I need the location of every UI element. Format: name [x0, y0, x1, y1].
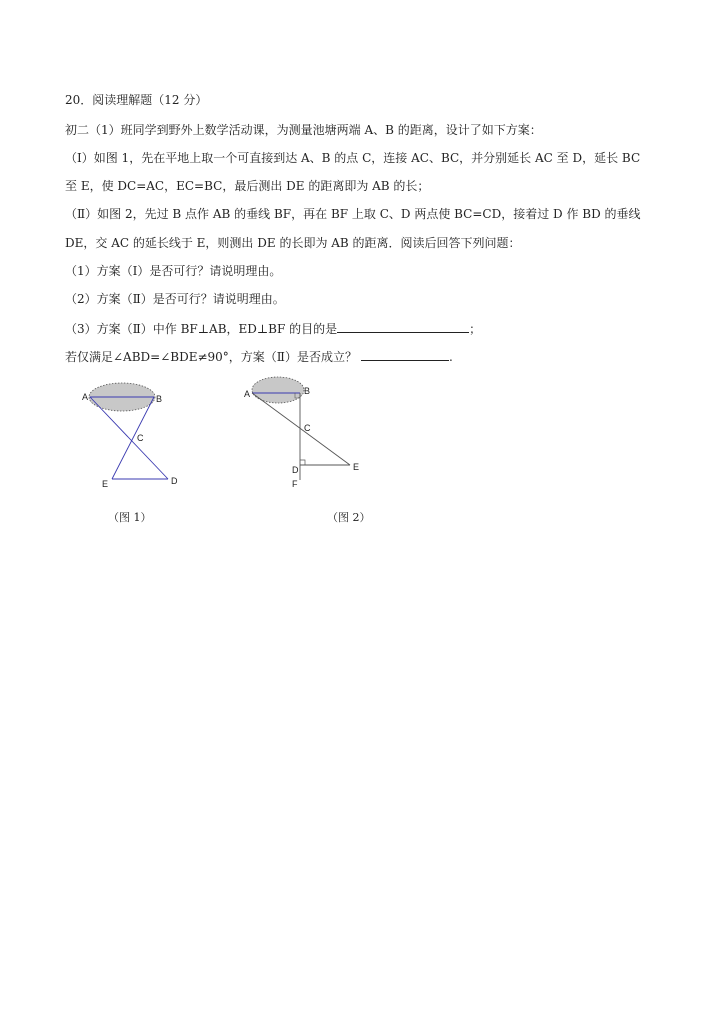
label-a: A: [82, 392, 89, 402]
question-3-end: ；: [469, 322, 482, 336]
label-d: D: [171, 476, 178, 486]
label-e: E: [353, 462, 360, 472]
question-2: （2）方案（Ⅱ）是否可行？请说明理由。: [65, 292, 285, 306]
plan2-line1: （Ⅱ）如图 2，先过 B 点作 AB 的垂线 BF，再在 BF 上取 C、D 两点使 BC=CD，接着过 D 作 BD 的垂线: [65, 207, 641, 221]
label-e: E: [102, 479, 109, 489]
problem-intro: 初二（1）班同学到野外上数学活动课，为测量池塘两端 A、B 的距离，设计了如下方案：: [65, 123, 542, 137]
figure-1: [80, 375, 200, 495]
plan2-line2: DE，交 AC 的延长线于 E，则测出 DE 的长即为 AB 的距离．阅读后回答下列问题：: [65, 236, 521, 250]
plan1-line1: （Ⅰ）如图 1，先在平地上取一个可直接到达 A、B 的点 C，连接 AC、BC，并分别延长 AC 至 D，延长 BC: [65, 151, 641, 165]
question-4-end: .: [448, 350, 453, 364]
label-c: C: [304, 423, 311, 433]
figure-2: [238, 372, 368, 494]
right-angle-mark: [300, 460, 305, 465]
plan1-line2: 至 E，使 DC=AC，EC=BC，最后测出 DE 的距离即为 AB 的长；: [65, 179, 430, 193]
answer-blank-3[interactable]: [337, 320, 469, 333]
label-c: C: [137, 433, 144, 443]
label-f: F: [292, 479, 298, 489]
figure-2-caption: （图 2）: [327, 511, 371, 524]
label-b: B: [304, 386, 311, 396]
question-3: [65, 320, 481, 337]
problem-title: 20．阅读理解题（12 分）: [65, 93, 208, 107]
label-b: B: [156, 394, 163, 404]
label-a: A: [244, 389, 251, 399]
question-1: （1）方案（Ⅰ）是否可行？请说明理由。: [65, 264, 282, 278]
question-4-text: 若仅满足∠ABD=∠BDE≠90°，方案（Ⅱ）是否成立？: [65, 350, 357, 364]
figure-1-caption: （图 1）: [108, 511, 152, 524]
label-d: D: [292, 465, 299, 475]
question-3-text: （3）方案（Ⅱ）中作 BF⊥AB，ED⊥BF 的目的是: [65, 322, 338, 336]
answer-blank-4[interactable]: [361, 348, 449, 361]
line-ae: [252, 393, 350, 465]
question-4: [65, 348, 453, 365]
